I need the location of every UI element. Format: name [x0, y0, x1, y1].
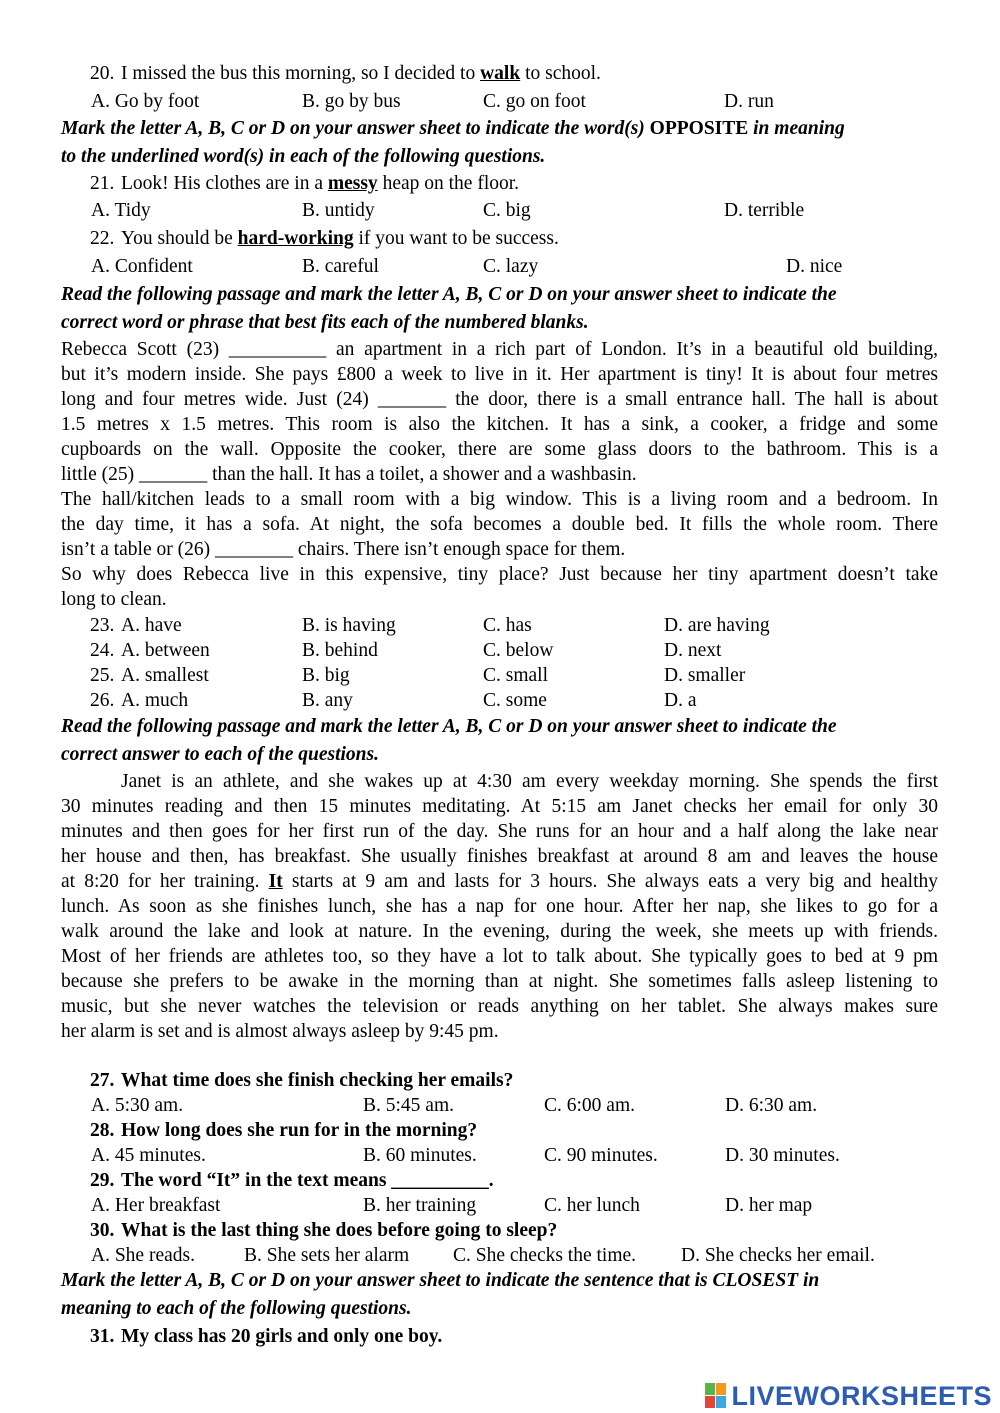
option-a[interactable]: A. 45 minutes.: [91, 1145, 206, 1166]
option-d[interactable]: D. 6:30 am.: [725, 1095, 818, 1116]
question-number: 20.: [90, 63, 115, 84]
option-d[interactable]: D. nice: [786, 256, 843, 277]
instruction-cloze-line2: correct word or phrase that best fits each of the numbered blanks.: [61, 312, 589, 333]
question-text: I missed the bus this morning, so I decided to: [121, 63, 481, 84]
option-c[interactable]: C. lazy: [483, 256, 539, 277]
passage-line: Janet is an athlete, and she wakes up at 4:30 am every weekday morning. She spends the first: [121, 771, 938, 792]
passage-line: [61, 869, 938, 894]
option-c[interactable]: C. 6:00 am.: [544, 1095, 635, 1116]
question-text-end: if you want to be success.: [353, 228, 559, 249]
option-b[interactable]: B. 60 minutes.: [363, 1145, 477, 1166]
option-a[interactable]: A. Tidy: [91, 200, 151, 221]
option-c[interactable]: C. go on foot: [483, 91, 586, 112]
option-d[interactable]: D. run: [724, 91, 774, 112]
option-d[interactable]: D. terrible: [724, 200, 805, 221]
question-24-number: 24.: [90, 640, 115, 661]
option-c[interactable]: C. She checks the time.: [453, 1245, 637, 1266]
option-b[interactable]: B. big: [302, 665, 350, 686]
underlined-word: messy: [327, 173, 378, 194]
question-number: 21.: [90, 173, 115, 194]
question-number: 22.: [90, 228, 115, 249]
question-text: How long does she run for in the morning?: [121, 1120, 478, 1141]
option-d[interactable]: D. are having: [664, 615, 770, 636]
option-d[interactable]: D. next: [664, 640, 722, 661]
option-a[interactable]: A. Her breakfast: [91, 1195, 221, 1216]
passage-line: So why does Rebecca live in this expensive, tiny place? Just because her tiny apartment doesn’t take: [61, 564, 938, 585]
passage-line: Most of her friends are athletes too, so they have a lot to talk about. She typically goes to bed at 9 pm: [61, 946, 938, 967]
option-d[interactable]: D. smaller: [664, 665, 746, 686]
passage-line: cupboards on the wall. Opposite the cooker, there are some glass doors to the bathroom. This is a: [61, 439, 938, 460]
option-a[interactable]: A. have: [121, 615, 182, 636]
option-b[interactable]: B. is having: [302, 615, 396, 636]
question-21: [90, 171, 970, 196]
option-b[interactable]: B. She sets her alarm: [244, 1245, 410, 1266]
passage-line: Rebecca Scott (23) __________ an apartment in a rich part of London. It’s in a beautiful old building,: [61, 339, 938, 360]
option-a[interactable]: A. 5:30 am.: [91, 1095, 184, 1116]
logo-mark-icon: [705, 1383, 727, 1409]
passage-line: lunch. As soon as she finishes lunch, she has a nap for one hour. After her nap, she likes to go for a: [61, 896, 938, 917]
option-a[interactable]: A. much: [121, 690, 189, 711]
question-30: [90, 1218, 970, 1243]
passage-line: little (25) _______ than the hall. It has a toilet, a shower and a washbasin.: [61, 464, 637, 485]
option-a[interactable]: A. Confident: [91, 256, 193, 277]
option-a[interactable]: A. Go by foot: [91, 91, 200, 112]
option-c[interactable]: C. some: [483, 690, 547, 711]
instruction-text: Mark the letter A, B, C or D on your answer sheet to indicate the word(s): [61, 118, 650, 139]
option-b[interactable]: B. careful: [302, 256, 379, 277]
question-number: 31.: [90, 1326, 115, 1347]
passage-line: but it’s modern inside. She pays £800 a week to live in it. Her apartment is tiny! It is about four metres: [61, 364, 938, 385]
question-number: 28.: [90, 1120, 115, 1141]
passage-line: walk around the lake and look at nature. In the evening, during the week, she meets up with friends.: [61, 921, 938, 942]
option-b[interactable]: B. her training: [363, 1195, 477, 1216]
instruction-cloze: Read the following passage and mark the letter A, B, C or D on your answer sheet to indicate the: [61, 284, 837, 305]
passage-line: isn’t a table or (26) ________ chairs. There isn’t enough space for them.: [61, 539, 626, 560]
question-22: [90, 226, 970, 251]
question-text: You should be: [121, 228, 238, 249]
question-text: Look! His clothes are in a: [121, 173, 328, 194]
question-text: What time does she finish checking her emails?: [121, 1070, 514, 1091]
passage-line: the day time, it has a sofa. At night, the sofa becomes a double bed. It fills the whole room. There: [61, 514, 938, 535]
passage-line: because she prefers to be awake in the morning than at night. She sometimes falls asleep listening to: [61, 971, 938, 992]
instruction-reading-line2: correct answer to each of the questions.: [61, 744, 379, 765]
instruction-opposite-line2: to the underlined word(s) in each of the following questions.: [61, 146, 546, 167]
passage-line: long and four metres wide. Just (24) _______ the door, there is a small entrance hall. The hall is about: [61, 389, 938, 410]
passage-text: at 8:20 for her training.: [61, 871, 269, 892]
instruction-closest-line2: meaning to each of the following questions.: [61, 1298, 412, 1319]
question-26-number: 26.: [90, 690, 115, 711]
question-text: My class has 20 girls and only one boy.: [121, 1326, 443, 1347]
question-20: [90, 61, 970, 86]
liveworksheets-logo: [705, 1381, 992, 1411]
option-c[interactable]: C. has: [483, 615, 532, 636]
option-b[interactable]: B. untidy: [302, 200, 375, 221]
question-number: 29.: [90, 1170, 115, 1191]
question-29: [90, 1168, 970, 1193]
question-28: [90, 1118, 970, 1143]
passage-line: her alarm is set and is almost always asleep by 9:45 pm.: [61, 1021, 499, 1042]
underlined-word: hard-working: [237, 228, 354, 249]
passage-line: long to clean.: [61, 589, 167, 610]
option-a[interactable]: A. She reads.: [91, 1245, 195, 1266]
question-number: 27.: [90, 1070, 115, 1091]
passage-line: her house and then, has breakfast. She usually finishes breakfast at around 8 am and leaves the house: [61, 846, 938, 867]
option-c[interactable]: C. small: [483, 665, 549, 686]
instruction-opposite: [61, 115, 941, 143]
question-text-end: heap on the floor.: [377, 173, 520, 194]
option-d[interactable]: D. her map: [725, 1195, 813, 1216]
option-c[interactable]: C. her lunch: [544, 1195, 640, 1216]
question-text-end: to school.: [520, 63, 601, 84]
option-b[interactable]: B. 5:45 am.: [363, 1095, 454, 1116]
option-b[interactable]: B. any: [302, 690, 353, 711]
underlined-word: It: [268, 871, 283, 892]
option-b[interactable]: B. go by bus: [302, 91, 401, 112]
option-a[interactable]: A. smallest: [121, 665, 209, 686]
underlined-word: walk: [480, 63, 521, 84]
option-c[interactable]: C. 90 minutes.: [544, 1145, 658, 1166]
passage-line: 30 minutes reading and then 15 minutes meditating. At 5:15 am Janet checks her email for only 30: [61, 796, 938, 817]
option-d[interactable]: D. 30 minutes.: [725, 1145, 840, 1166]
question-23-number: 23.: [90, 615, 115, 636]
question-text: What is the last thing she does before going to sleep?: [121, 1220, 558, 1241]
option-d[interactable]: D. a: [664, 690, 697, 711]
option-b[interactable]: B. behind: [302, 640, 378, 661]
passage-line: music, but she never watches the television or reads anything on her tablet. She always makes sure: [61, 996, 938, 1017]
question-31: [90, 1324, 970, 1349]
question-text: The word “It” in the text means __________.: [121, 1170, 494, 1191]
question-27: [90, 1068, 970, 1093]
passage-line: minutes and then goes for her first run of the day. She runs for an hour and a half along the lake near: [61, 821, 938, 842]
logo-text: LIVEWORKSHEETS: [731, 1380, 992, 1411]
option-d[interactable]: D. She checks her email.: [681, 1245, 875, 1266]
passage-line: The hall/kitchen leads to a small room with a big window. This is a living room and a bedroom. In: [61, 489, 938, 510]
instruction-closest: Mark the letter A, B, C or D on your answer sheet to indicate the sentence that is CLOSEST in: [61, 1270, 820, 1291]
instruction-reading: Read the following passage and mark the letter A, B, C or D on your answer sheet to indicate the: [61, 716, 837, 737]
option-a[interactable]: A. between: [121, 640, 210, 661]
passage-line: 1.5 metres x 1.5 metres. This room is also the kitchen. It has a sink, a cooker, a fridge and some: [61, 414, 938, 435]
question-25-number: 25.: [90, 665, 115, 686]
instruction-text-end: in meaning: [748, 118, 845, 139]
instruction-keyword: OPPOSITE: [649, 118, 749, 139]
question-number: 30.: [90, 1220, 115, 1241]
passage-text: starts at 9 am and lasts for 3 hours. She always eats a very big and healthy: [282, 871, 939, 892]
option-c[interactable]: C. big: [483, 200, 531, 221]
option-c[interactable]: C. below: [483, 640, 554, 661]
